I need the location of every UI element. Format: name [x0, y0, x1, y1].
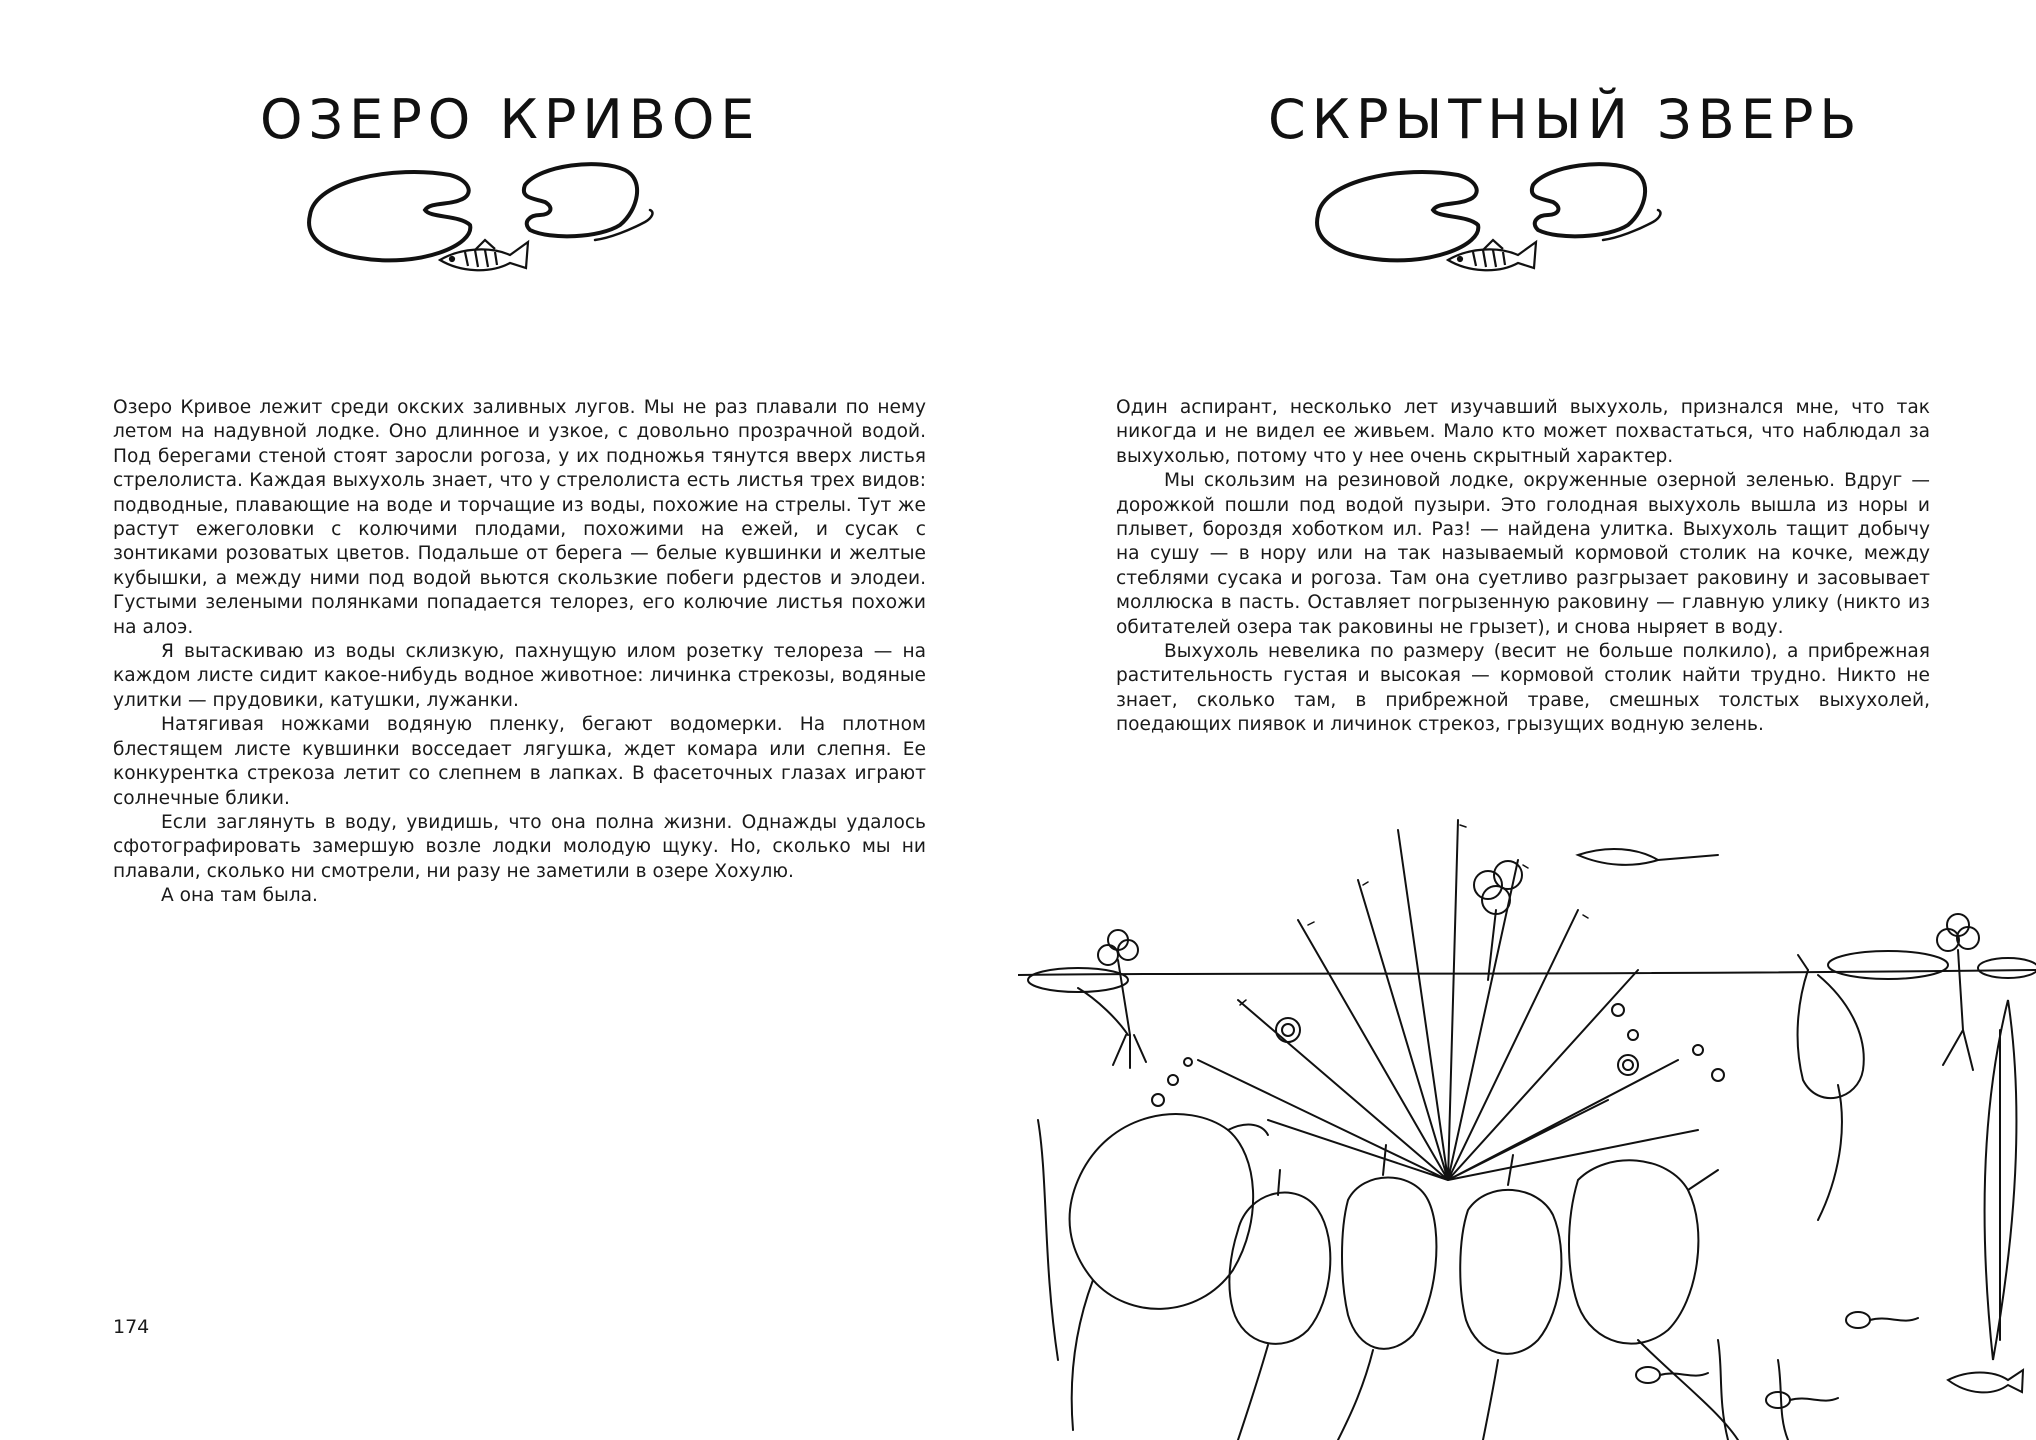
paragraph: А она там была.	[161, 885, 318, 907]
right-body-text	[1116, 396, 1930, 738]
paragraph: Натягивая ножками водяную пленку, бегают водомерки. На плотном блестящем листе кувшинки восседает лягушка, ждет комара или слепня. Ее конкурентка стрекоза летит со слепнем в лапках. В фасеточных глазах играют солнечные блики.	[113, 714, 926, 809]
lily-pad-fish-ornament	[1308, 160, 1788, 320]
paragraph: Если заглянуть в воду, увидишь, что она полна жизни. Однажды удалось сфотографировать замершую возле лодки молодую щуку. Но, сколько мы ни плавали, сколько ни смотрели, ни разу не заметили в озере Хохулю.	[113, 811, 926, 882]
chapter-title: СКРЫТНЫЙ ЗВЕРЬ	[1268, 88, 1863, 151]
chapter-title: ОЗЕРО КРИВОЕ	[260, 88, 761, 151]
paragraph: Выхухоль невелика по размеру (весит не больше полкило), а прибрежная растительность густая и высокая — кормовой столик найти трудно. Никто не знает, сколько там, в прибрежной траве, смешных толстых выхухолей, поедающих пиявок и личинок стрекоз, грызущих водную зелень.	[1116, 641, 1930, 736]
paragraph: Я вытаскиваю из воды склизкую, пахнущую илом розетку телореза — на каждом листе сидит какое-нибудь водное животное: личинка стрекозы, водяные улитки — прудовики, катушки, лужанки.	[113, 641, 926, 711]
paragraph: Мы скользим на резиновой лодке, окруженные озерной зеленью. Вдруг — дорожкой пошли под водой пузыри. Это голодная выхухоль вышла из норы и плывет, бороздя хоботком ил. Раз! — найдена улитка. Выхухоль тащит добычу на сушу — в нору или на так называемый кормовой столик на кочке, между стеблями сусака и рогоза. Там она суетливо разгрызает раковину и засовывает моллюска в пасть. Оставляет погрызенную раковину — главную улику (никто из обитателей озера так раковины не грызет), и снова ныряет в воду.	[1116, 470, 1930, 638]
lily-pad-fish-ornament	[300, 160, 780, 320]
right-page	[1018, 0, 2036, 1440]
page-number: 174	[113, 1316, 150, 1338]
left-body-text	[113, 396, 926, 909]
paragraph: Один аспирант, несколько лет изучавший выхухоль, признался мне, что так никогда и не видел ее живьем. Мало кто может похвастаться, что наблюдал за выхухолью, потому что у нее очень скрытный характер.	[1116, 397, 1930, 467]
desman-pond-illustration	[1018, 800, 2036, 1440]
paragraph: Озеро Кривое лежит среди окских заливных лугов. Мы не раз плавали по нему летом на надувной лодке. Оно длинное и узкое, с довольно прозрачной водой. Под берегами стеной стоят заросли рогоза, у их подножья тянутся вверх листья стрелолиста. Каждая выхухоль знает, что у стрелолиста есть листья трех видов: подводные, плавающие на воде и торчащие из воды, похожие на стрелы. Тут же растут ежеголовки с колючими плодами, похожими на ежей, и сусак с зонтиками розоватых цветов. Подальше от берега — белые кувшинки и желтые кубышки, а между ними под водой вьются скользкие побеги рдестов и элодеи. Густыми зелеными полянками попадается телорез, его колючие листья похожи на алоэ.	[113, 397, 926, 638]
